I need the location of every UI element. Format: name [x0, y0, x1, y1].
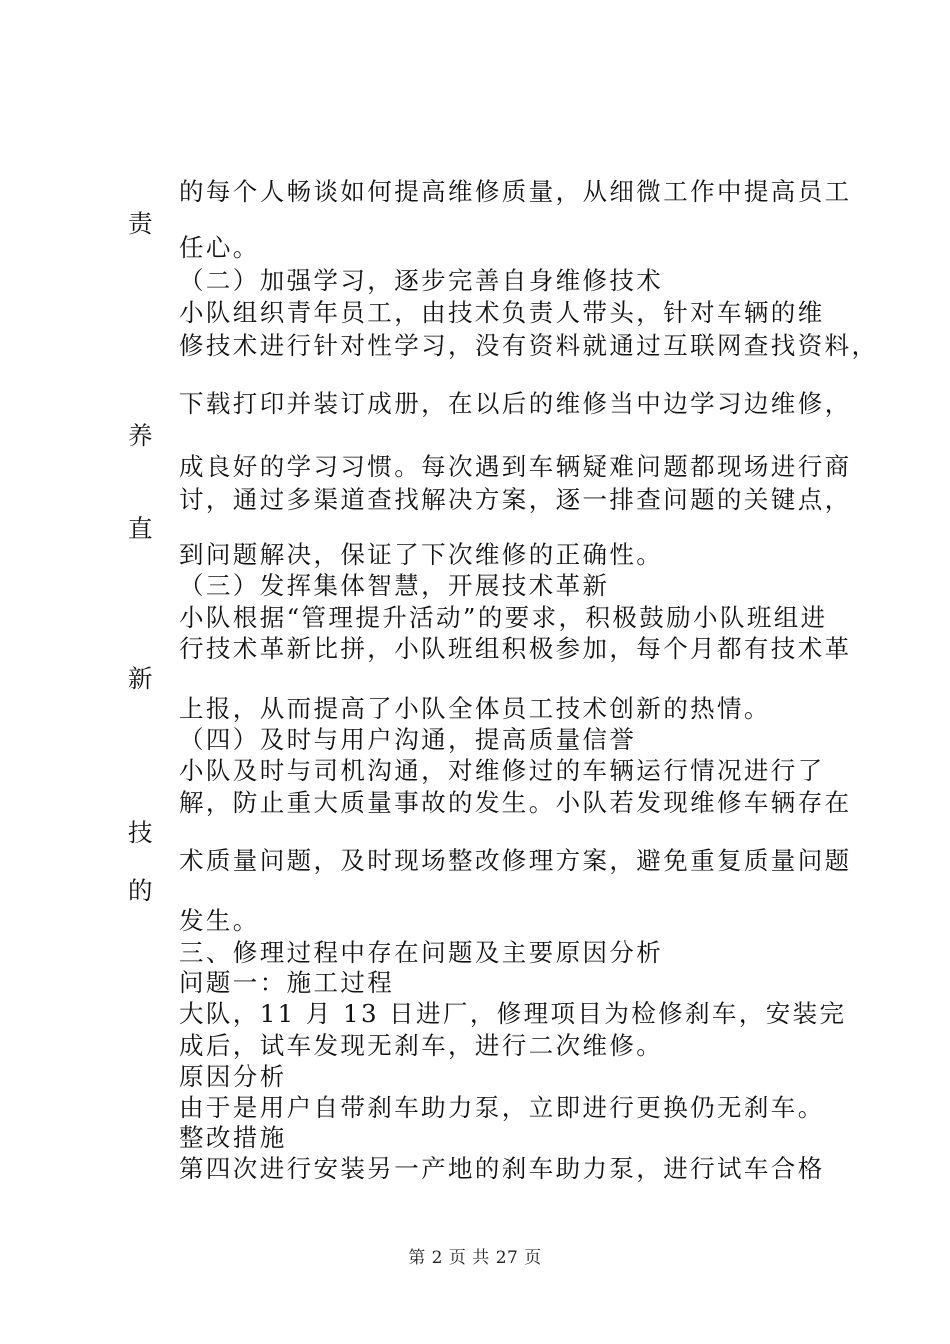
text-line: 成良好的学习习惯。每次遇到车辆疑难问题都现场进行商: [179, 452, 852, 481]
section-heading: （三）发挥集体智慧，开展技术革新: [179, 571, 610, 600]
text-line: 任心。: [179, 233, 260, 262]
text-line: 行技术革新比拼，小队班组积极参加，每个月都有技术革: [179, 634, 852, 663]
text-line: 解，防止重大质量事故的发生。小队若发现维修车辆存在: [179, 788, 852, 817]
text-line: 到问题解决，保证了下次维修的正确性。: [179, 540, 664, 569]
text-line: 养: [128, 421, 155, 450]
subheading: 原因分析: [179, 1062, 287, 1091]
text-line: 术质量问题，及时现场整改修理方案，避免重复质量问题: [179, 846, 852, 875]
text-line: 发生。: [179, 906, 260, 935]
text-line: 的: [128, 876, 155, 905]
text-line: 上报，从而提高了小队全体员工技术创新的热情。: [179, 694, 771, 723]
subheading: 整改措施: [179, 1123, 287, 1152]
text-line: 小队组织青年员工，由技术负责人带头，针对车辆的维: [179, 298, 825, 327]
text-line: 小队根据“管理提升活动”的要求，积极鼓励小队班组进: [179, 603, 828, 632]
text-line: 小队及时与司机沟通，对维修过的车辆运行情况进行了: [179, 756, 825, 785]
page-number-footer: 第 2 页 共 27 页: [408, 1248, 542, 1268]
text-line: 第四次进行安装另一产地的刹车助力泵，进行试车合格: [179, 1154, 825, 1183]
text-line: 直: [128, 514, 155, 543]
text-line: 成后，试车发现无刹车，进行二次维修。: [179, 1031, 664, 1060]
text-line: 下载打印并装订成册，在以后的维修当中边学习边维修，: [179, 389, 852, 418]
subheading: 问题一：施工过程: [179, 968, 395, 997]
text-line: 大队，11 月 13 日进厂，修理项目为检修刹车，安装完: [179, 999, 847, 1028]
section-heading: （四）及时与用户沟通，提高质量信誉: [179, 725, 637, 754]
text-line: 责: [128, 209, 155, 238]
text-line: 由于是用户自带刹车助力泵，立即进行更换仍无刹车。: [179, 1093, 825, 1122]
text-line: 讨，通过多渠道查找解决方案，逐一排查问题的关键点，: [179, 485, 852, 514]
section-heading: 三、修理过程中存在问题及主要原因分析: [179, 938, 664, 967]
text-line: 修技术进行针对性学习，没有资料就通过互联网查找资料，: [179, 331, 879, 360]
text-line: 的每个人畅谈如何提高维修质量，从细微工作中提高员工: [179, 177, 852, 206]
text-line: 新: [128, 664, 155, 693]
section-heading: （二）加强学习，逐步完善自身维修技术: [179, 266, 664, 295]
text-line: 技: [128, 818, 155, 847]
